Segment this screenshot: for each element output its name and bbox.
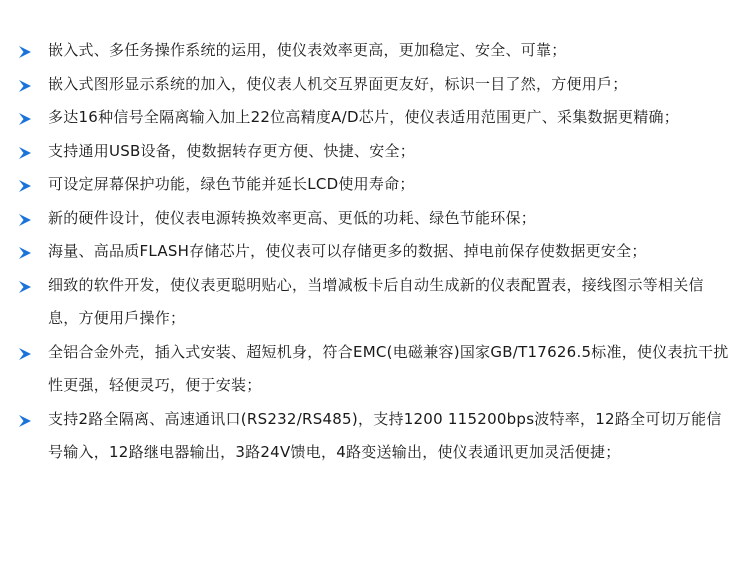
feature-text: 新的硬件设计，使仪表电源转换效率更高、更低的功耗、绿色节能环保； <box>48 208 537 227</box>
chevron-right-icon <box>17 78 33 94</box>
chevron-right-icon <box>17 145 33 161</box>
feature-item <box>0 168 755 202</box>
feature-item <box>0 101 755 135</box>
feature-item <box>0 34 755 68</box>
feature-text: 海量、高品质FLASH存储芯片，使仪表可以存储更多的数据、掉电前保存使数据更安全； <box>48 242 647 260</box>
feature-item <box>0 202 755 236</box>
chevron-right-icon <box>17 346 33 362</box>
chevron-right-icon <box>17 245 33 261</box>
feature-text: 全铝合金外壳，插入式安装、超短机身，符合EMC(电磁兼容)国家GB/T17626.5标准，使仪表抗干扰性更强，轻便灵巧，便于安装； <box>48 342 729 394</box>
feature-text: 细致的软件开发，使仪表更聪明贴心，当增减板卡后自动生成新的仪表配置表，接线图示等相关信息，方便用戶操作； <box>48 275 704 327</box>
feature-text: 嵌入式、多任务操作系统的运用，使仪表效率更高，更加稳定、安全、可靠； <box>48 41 567 59</box>
chevron-right-icon <box>17 212 33 228</box>
feature-text: 可设定屏幕保护功能，绿色节能并延长LCD使用寿命； <box>48 175 415 193</box>
chevron-right-icon <box>17 279 33 295</box>
feature-text: 嵌入式图形显示系统的加入，使仪表人机交互界面更友好，标识一目了然，方便用戶； <box>48 74 628 93</box>
chevron-right-icon <box>17 111 33 127</box>
chevron-right-icon <box>17 178 33 194</box>
feature-item <box>0 336 755 403</box>
feature-text: 支持2路全隔离、高速通讯口(RS232/RS485)，支持1200 115200bps波特率，12路全可切万能信号输入，12路继电器输出，3路24V馈电，4路变送输出，使仪表通讯更加灵活便捷； <box>48 409 722 461</box>
chevron-right-icon <box>17 44 33 60</box>
feature-item <box>0 235 755 269</box>
feature-item <box>0 403 755 470</box>
feature-item <box>0 68 755 102</box>
feature-text: 多达16种信号全隔离输入加上22位高精度A/D芯片，使仪表适用范围更广、采集数据更精确； <box>48 108 680 126</box>
chevron-right-icon <box>17 413 33 429</box>
feature-text: 支持通用USB设备，使数据转存更方便、快捷、安全； <box>48 141 416 160</box>
feature-item <box>0 269 755 336</box>
feature-item <box>0 135 755 169</box>
